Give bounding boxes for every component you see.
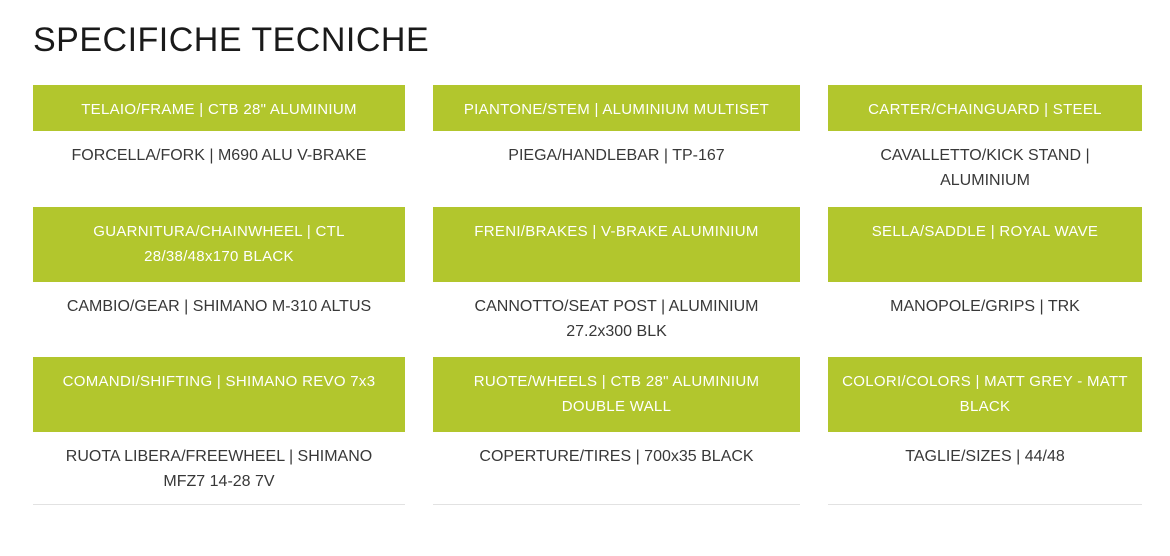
spec-header-brakes: FRENI/BRAKES | V-BRAKE ALUMINIUM: [433, 207, 800, 282]
page-title: SPECIFICHE TECNICHE: [33, 21, 430, 59]
spec-header-wheels: RUOTE/WHEELS | CTB 28" ALUMINIUM DOUBLE WALL: [433, 357, 800, 432]
spec-header-stem: PIANTONE/STEM | ALUMINIUM MULTISET: [433, 85, 800, 131]
spec-header-shifting: COMANDI/SHIFTING | SHIMANO REVO 7x3: [33, 357, 405, 432]
spec-value-tires: COPERTURE/TIRES | 700x35 BLACK: [433, 432, 800, 505]
spec-value-kickstand: CAVALLETTO/KICK STAND | ALUMINIUM: [828, 131, 1142, 207]
spec-value-sizes: TAGLIE/SIZES | 44/48: [828, 432, 1142, 505]
spec-value-handlebar: PIEGA/HANDLEBAR | TP-167: [433, 131, 800, 207]
spec-header-chainguard: CARTER/CHAINGUARD | STEEL: [828, 85, 1142, 131]
spec-value-fork: FORCELLA/FORK | M690 ALU V-BRAKE: [33, 131, 405, 207]
spec-value-grips: MANOPOLE/GRIPS | TRK: [828, 282, 1142, 357]
spec-value-freewheel: RUOTA LIBERA/FREEWHEEL | SHIMANO MFZ7 14-28 7V: [33, 432, 405, 505]
spec-header-frame: TELAIO/FRAME | CTB 28" ALUMINIUM: [33, 85, 405, 131]
spec-header-colors: COLORI/COLORS | MATT GREY - MATT BLACK: [828, 357, 1142, 432]
spec-header-chainwheel: GUARNITURA/CHAINWHEEL | CTL 28/38/48x170 BLACK: [33, 207, 405, 282]
specs-grid: [33, 85, 1142, 505]
spec-value-seatpost: CANNOTTO/SEAT POST | ALUMINIUM 27.2x300 BLK: [433, 282, 800, 357]
spec-header-saddle: SELLA/SADDLE | ROYAL WAVE: [828, 207, 1142, 282]
spec-value-gear: CAMBIO/GEAR | SHIMANO M-310 ALTUS: [33, 282, 405, 357]
